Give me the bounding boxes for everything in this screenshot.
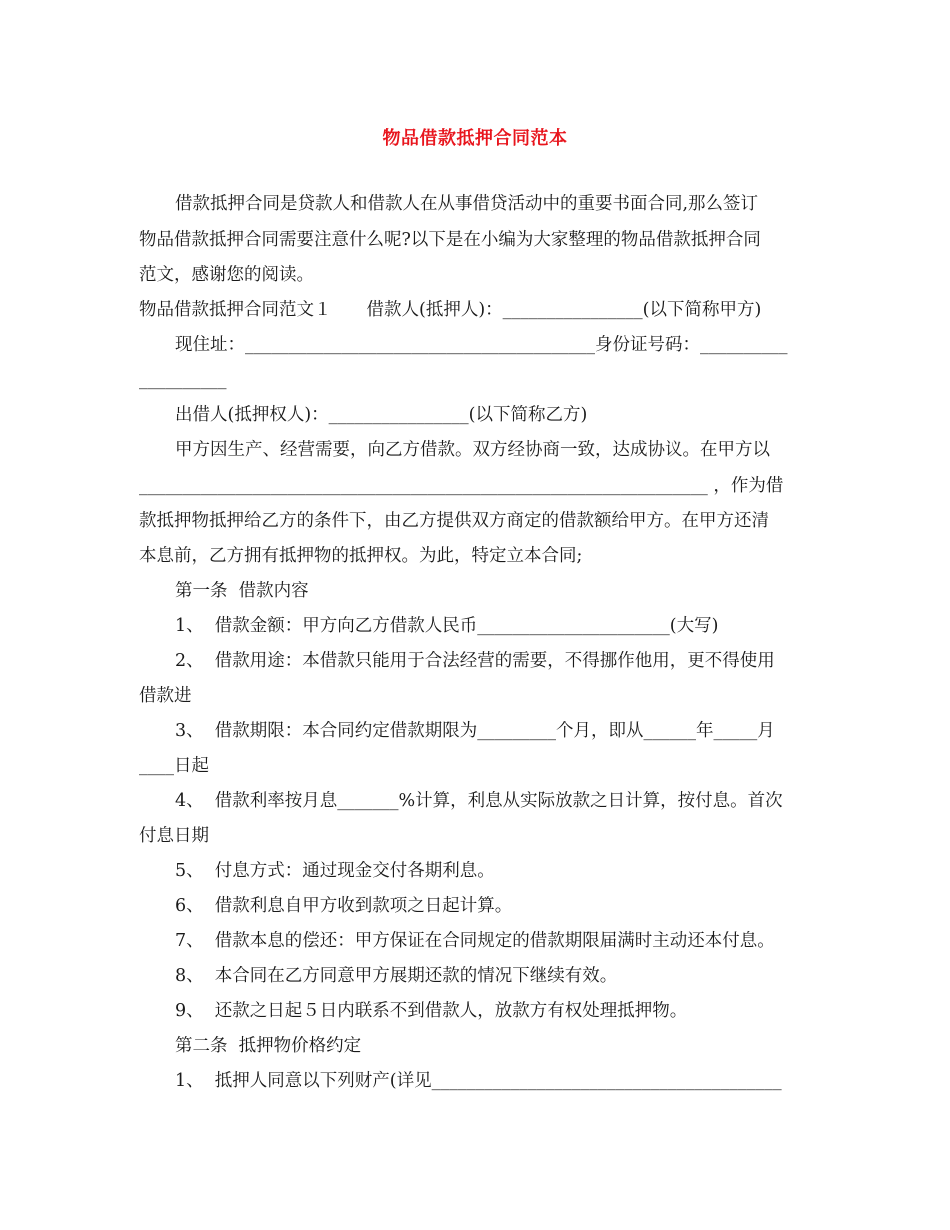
clause-1-4-cont: 付息日期 — [139, 826, 209, 846]
preamble-line-1: 甲方因生产、经营需要，向乙方借款。双方经协商一致，达成协议。在甲方以 — [175, 440, 770, 460]
clause-1-2-cont: 借款进 — [139, 686, 192, 706]
clause-1-7: 7、 借款本息的偿还：甲方保证在合同规定的借款期限届满时主动还本付息。 — [175, 931, 775, 951]
intro-line-1: 借款抵押合同是贷款人和借款人在从事借贷活动中的重要书面合同,那么签订 — [175, 194, 759, 214]
clause-1-5: 5、 付息方式：通过现金交付各期利息。 — [175, 861, 495, 881]
document-title: 物品借款抵押合同范本 — [382, 128, 568, 149]
clause-1-2: 2、 借款用途：本借款只能用于合法经营的需要，不得挪作他用，更不得使用 — [175, 651, 775, 671]
intro-line-2: 物品借款抵押合同需要注意什么呢?以下是在小编为大家整理的物品借款抵押合同 — [139, 230, 761, 250]
contract-heading-line: 物品借款抵押合同范文１ 借款人(抵押人)：________________(以下简称甲方) — [139, 300, 762, 320]
address-id-line: 现住址：________________________________________身份证号码：__________ — [175, 335, 788, 355]
clause-2-1: 1、 抵押人同意以下列财产(详见________________________________________ — [175, 1071, 782, 1091]
id-continuation-line: __________ — [139, 370, 227, 390]
article-2-heading: 第二条 抵押物价格约定 — [175, 1036, 362, 1056]
article-1-heading: 第一条 借款内容 — [175, 581, 309, 601]
intro-line-3: 范文，感谢您的阅读。 — [139, 265, 314, 285]
lender-line: 出借人(抵押权人)：________________(以下简称乙方) — [175, 405, 588, 425]
preamble-line-2: _________________________________________________________________ ，作为借 — [139, 476, 784, 496]
clause-1-1: 1、 借款金额：甲方向乙方借款人民币______________________(大写) — [175, 616, 719, 636]
clause-1-9: 9、 还款之日起５日内联系不到借款人，放款方有权处理抵押物。 — [175, 1001, 688, 1021]
clause-1-8: 8、 本合同在乙方同意甲方展期还款的情况下继续有效。 — [175, 966, 618, 986]
clause-1-3: 3、 借款期限：本合同约定借款期限为_________个月，即从______年_____月 — [175, 721, 775, 741]
clause-1-3-cont: ____日起 — [139, 756, 209, 776]
preamble-line-4: 本息前，乙方拥有抵押物的抵押权。为此，特定立本合同; — [139, 546, 583, 566]
clause-1-4: 4、 借款利率按月息_______%计算，利息从实际放款之日计算，按付息。首次 — [175, 791, 783, 811]
preamble-line-3: 款抵押物抵押给乙方的条件下，由乙方提供双方商定的借款额给甲方。在甲方还清 — [139, 511, 769, 531]
clause-1-6: 6、 借款利息自甲方收到款项之日起计算。 — [175, 896, 513, 916]
